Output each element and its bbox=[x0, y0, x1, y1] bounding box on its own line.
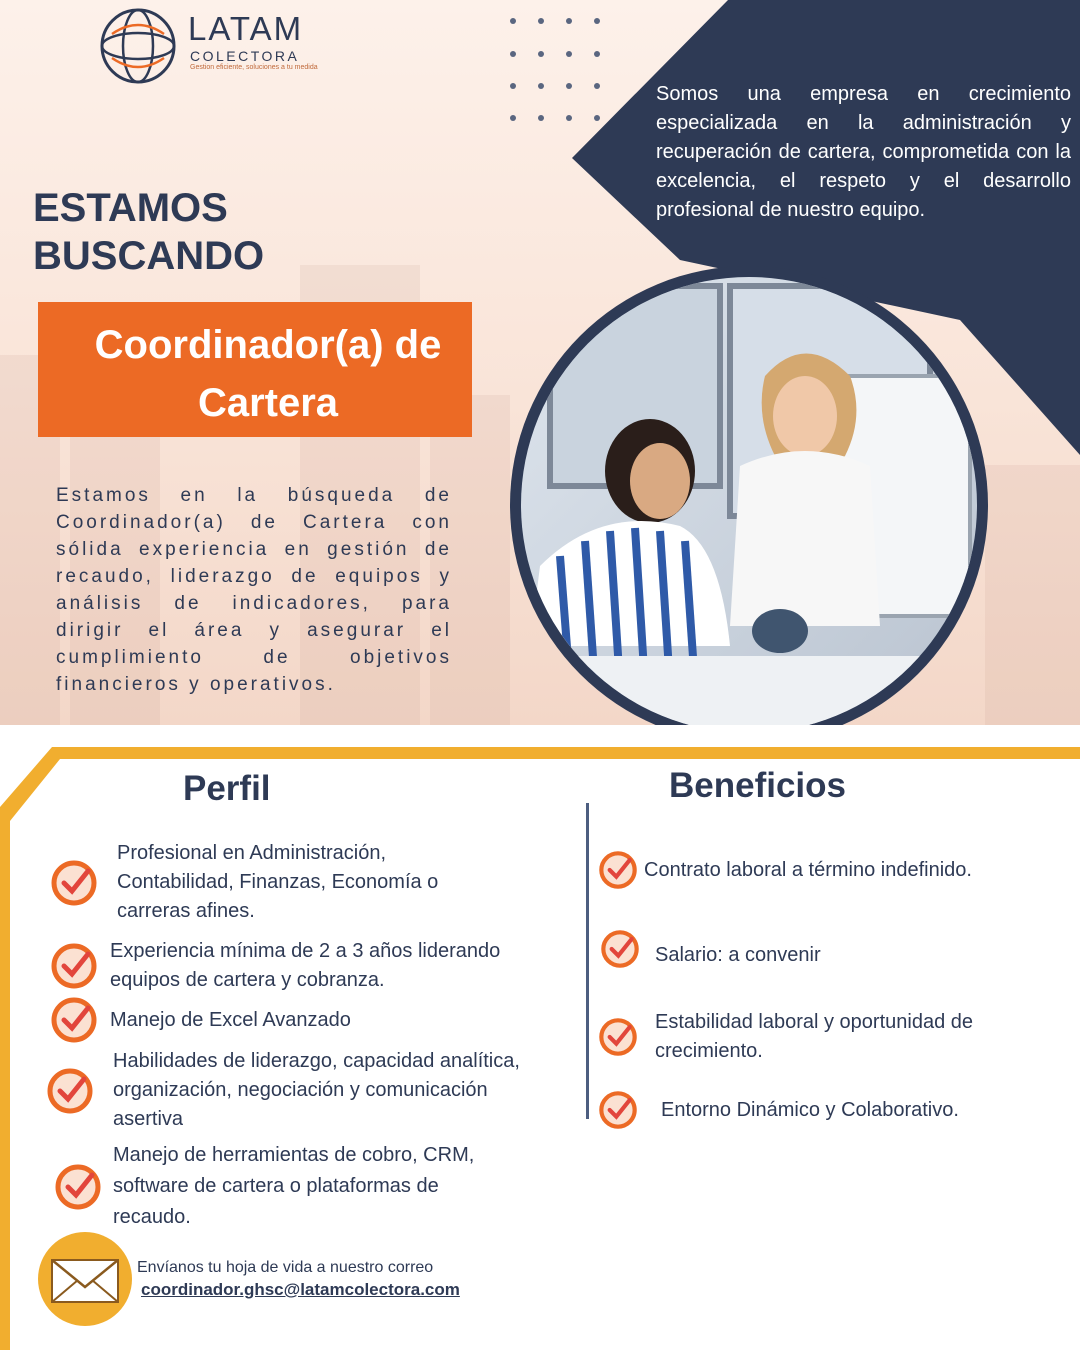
check-circle-icon bbox=[46, 1067, 94, 1115]
profile-item-text: Manejo de Excel Avanzado bbox=[110, 1008, 351, 1031]
team-photo bbox=[510, 266, 988, 725]
profile-heading: Perfil bbox=[183, 769, 271, 808]
profile-item bbox=[50, 839, 470, 926]
check-circle-icon bbox=[600, 929, 640, 969]
benefit-item bbox=[598, 1008, 1018, 1066]
profile-item bbox=[54, 1140, 524, 1233]
headline-line-1: ESTAMOS bbox=[33, 186, 228, 230]
company-logo bbox=[98, 6, 318, 86]
check-circle-icon bbox=[50, 859, 98, 907]
job-description: Estamos en la búsqueda de Coordinador(a) de Cartera con sólida experiencia en gestión de recaudo, liderazgo de equipos y análisis de indicadores, para dirigir el área y asegurar el cumplimiento de objetivos financieros y operativos. bbox=[56, 485, 452, 695]
check-circle-icon bbox=[598, 1017, 638, 1057]
job-title bbox=[38, 316, 498, 432]
benefit-item bbox=[598, 850, 1038, 890]
check-circle-icon bbox=[50, 996, 98, 1044]
profile-item-text: Habilidades de liderazgo, capacidad analítica, organización, negociación y comunicación asertiva bbox=[113, 1050, 520, 1130]
logo-subtitle: COLECTORA bbox=[190, 48, 300, 64]
check-circle-icon bbox=[598, 1090, 638, 1130]
profile-item-text: Profesional en Administración, Contabilidad, Finanzas, Economía o carreras afines. bbox=[117, 842, 439, 922]
benefit-item bbox=[598, 1090, 1038, 1130]
benefit-item-text: Estabilidad laboral y oportunidad de crecimiento. bbox=[655, 1011, 973, 1062]
headline-line-2: BUSCANDO bbox=[33, 234, 265, 278]
check-circle-icon bbox=[50, 942, 98, 990]
profile-item-text: Manejo de herramientas de cobro, CRM, software de cartera o plataformas de recaudo. bbox=[113, 1144, 475, 1228]
headline bbox=[33, 184, 333, 280]
check-circle-icon bbox=[598, 850, 638, 890]
benefit-item-text: Salario: a convenir bbox=[655, 944, 821, 966]
job-title-banner bbox=[38, 302, 472, 437]
profile-item bbox=[46, 1047, 546, 1134]
benefits-heading: Beneficios bbox=[669, 766, 846, 805]
profile-item-text: Experiencia mínima de 2 a 3 años liderando equipos de cartera y cobranza. bbox=[110, 940, 501, 991]
profile-item bbox=[50, 937, 530, 995]
globe-logo-icon bbox=[98, 6, 178, 86]
logo-tagline: Gestion eficiente, soluciones a tu medida bbox=[190, 64, 318, 71]
decorative-dot-grid bbox=[505, 10, 615, 130]
logo-name: LATAM bbox=[188, 10, 304, 47]
contact-instruction: Envíanos tu hoja de vida a nuestro correo bbox=[137, 1259, 434, 1276]
mail-badge bbox=[38, 1232, 132, 1326]
benefit-item-text: Contrato laboral a término indefinido. bbox=[644, 858, 972, 881]
column-divider bbox=[586, 803, 589, 1119]
job-title-line-2: Cartera bbox=[197, 381, 339, 425]
job-title-line-1: Coordinador(a) de bbox=[94, 323, 442, 367]
company-about-text: Somos una empresa en crecimiento especializada en la administración y recuperación de cartera, comprometida con la excelencia, el respeto y el desarrollo profesional de nuestro equipo. bbox=[656, 83, 1071, 221]
benefit-item bbox=[600, 927, 1040, 970]
contact-email-link[interactable]: coordinador.ghsc@latamcolectora.com bbox=[141, 1280, 460, 1299]
check-circle-icon bbox=[54, 1163, 102, 1211]
profile-item bbox=[50, 996, 470, 1044]
benefit-item-text: Entorno Dinámico y Colaborativo. bbox=[661, 1098, 959, 1121]
envelope-icon bbox=[38, 1232, 132, 1326]
